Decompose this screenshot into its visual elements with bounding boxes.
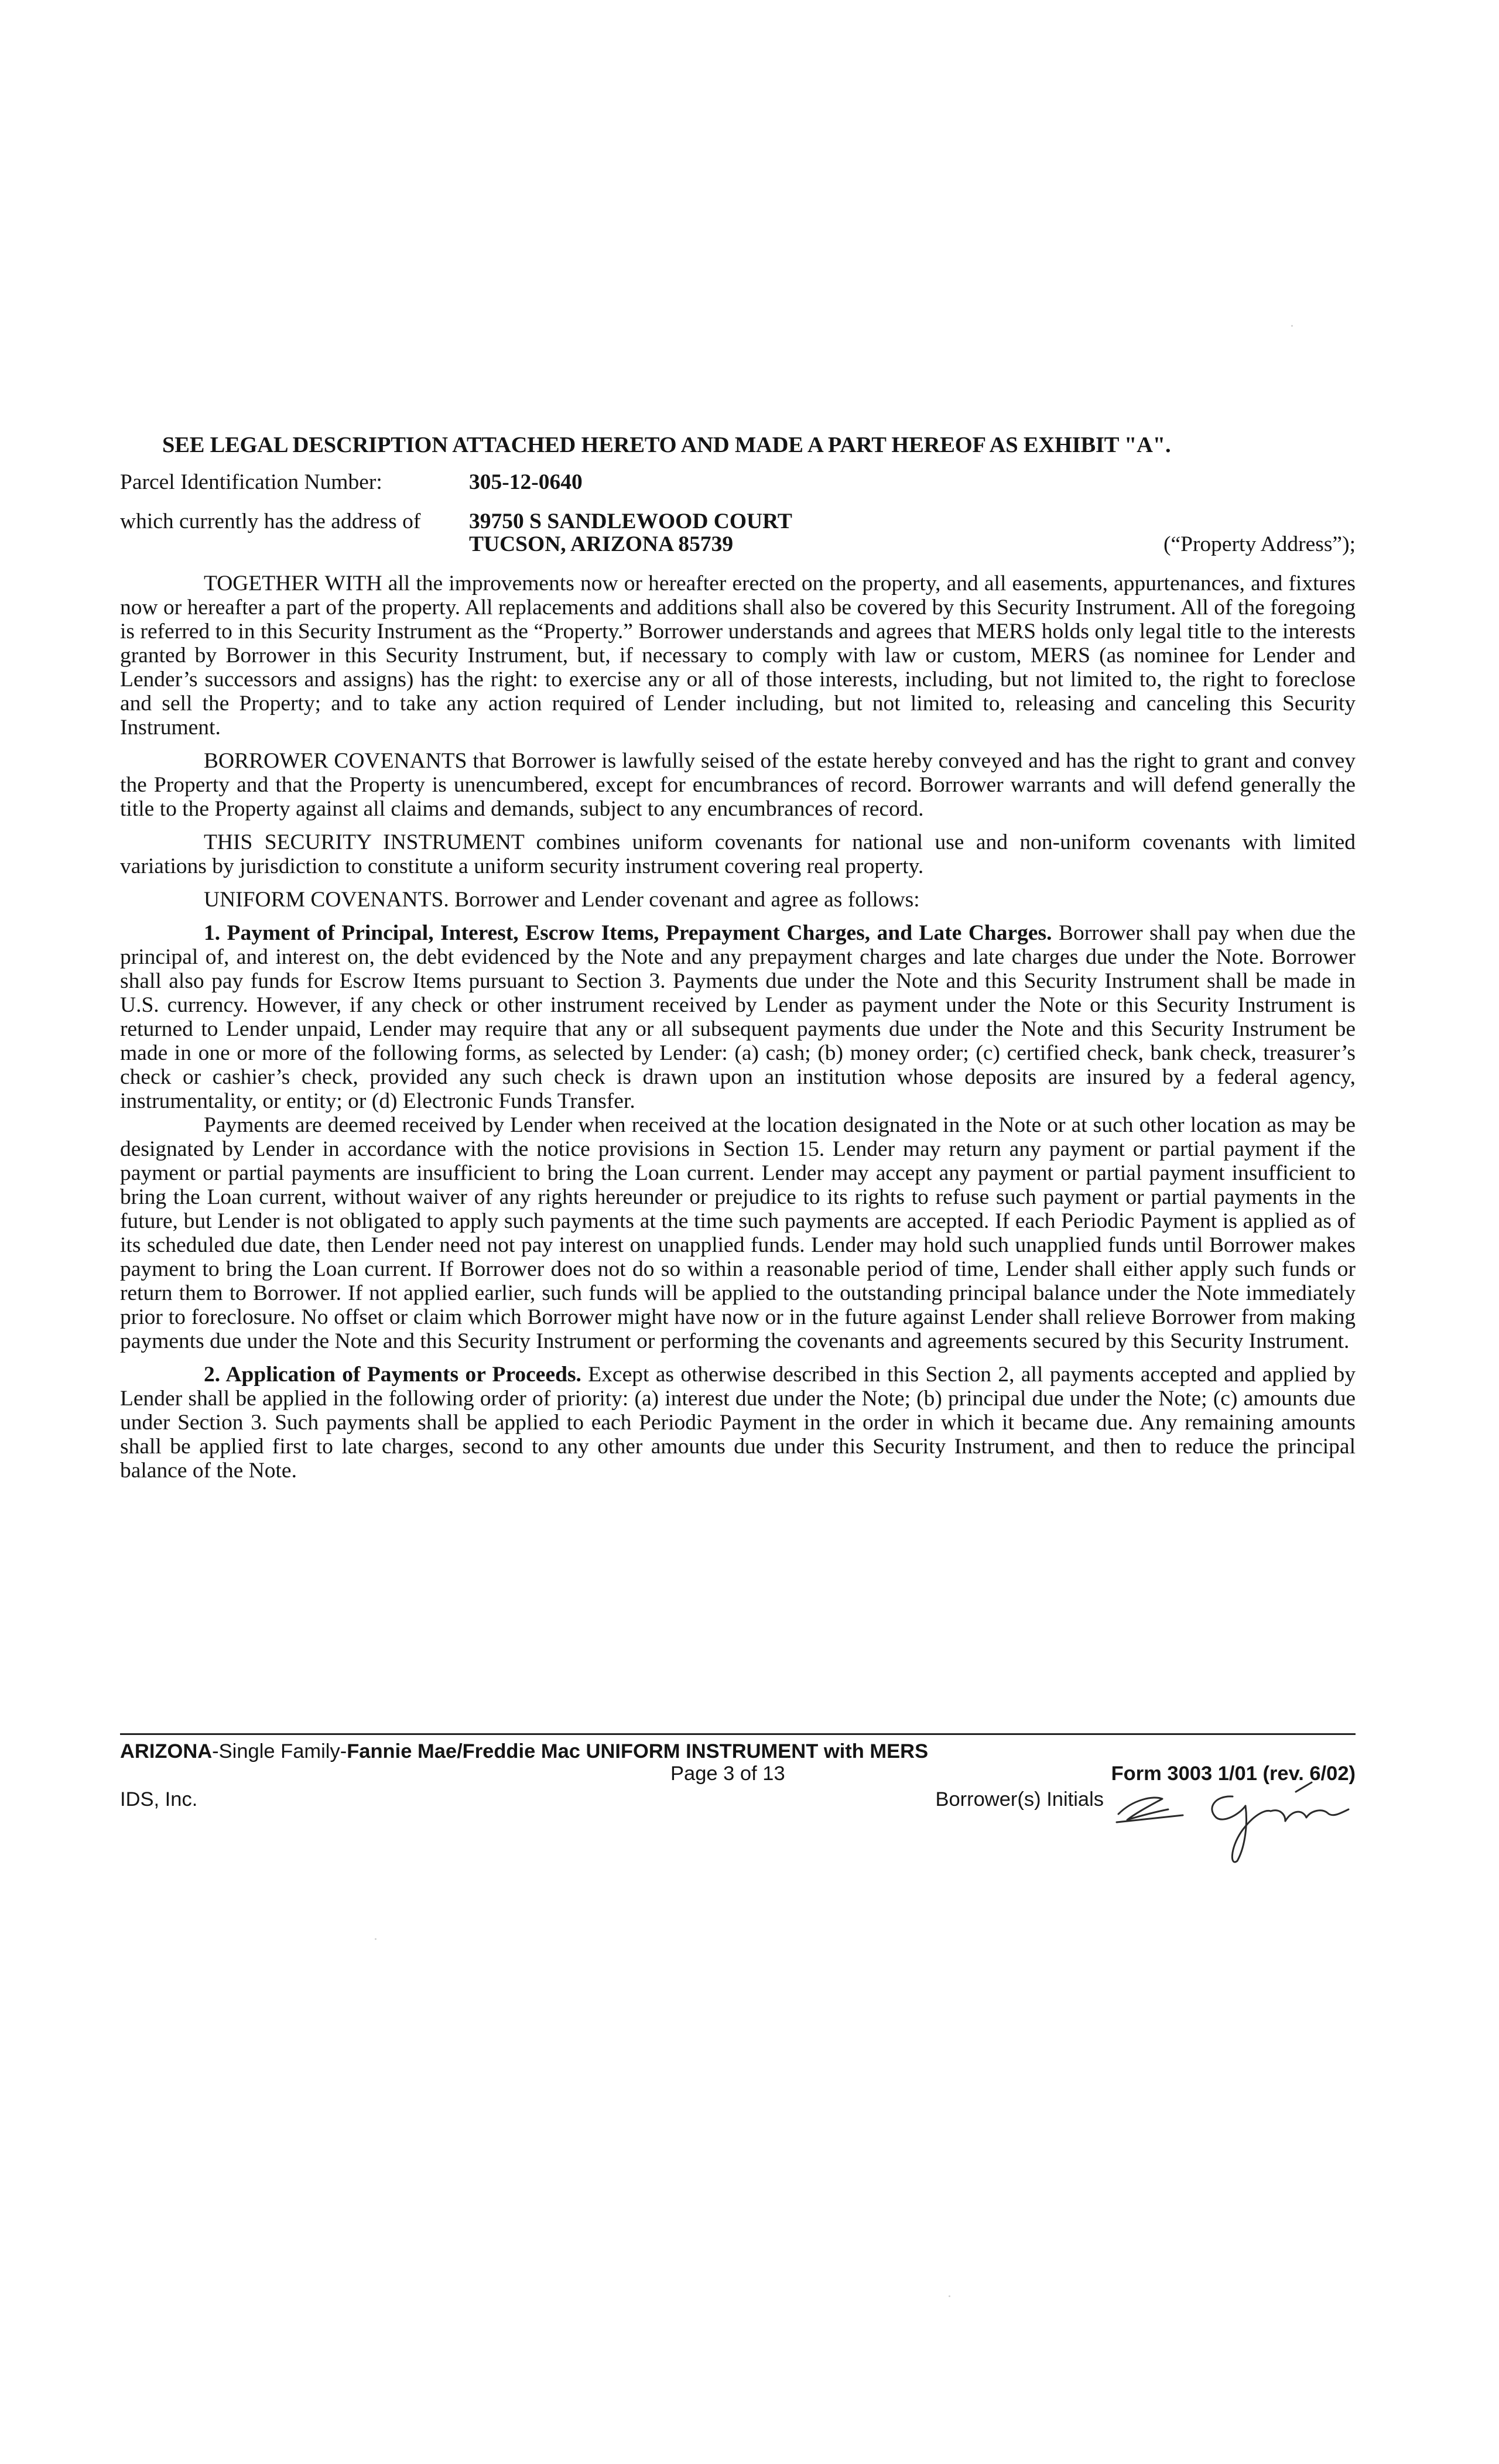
footer-divider [120,1733,1356,1735]
address-city-state-zip: TUCSON, ARIZONA 85739 [469,532,734,556]
property-address-tag: (“Property Address”); [1163,532,1356,556]
section-2-body: Except as otherwise described in this Section 2, all payments accepted and applied by Lender shall be applied in the following order of priority: (a) interest due under the Note; (b) principal due under the Note; (c) amounts due under Section 3. Such payments shall be applied to each Periodic Payment in the order in which it became due. Any remaining amounts shall be applied first to late charges, second to any other amounts due under this Security Instrument, and then to reduce the principal balance of the Note. [120,1363,1356,1483]
section-1-body: Borrower shall pay when due the principal of, and interest on, the debt evidenced by the Note and any prepayment charges and late charges due under the Note. Borrower shall also pay funds for Escrow Items pursuant to Section 3. Payments due under the Note and this Security Instrument shall be made in U.S. currency. However, if any check or other instrument received by Lender as payment under the Note or this Security Instrument is returned to Lender unpaid, Lender may require that any or all subsequent payments due under the Note and this Security Instrument be made in one or more of the following forms, as selected by Lender: (a) cash; (b) money order; (c) certified check, bank check, treasurer’s check or cashier’s check, provided any such check is drawn upon an institution whose deposits are insured by a federal agency, instrumentality, or entity; or (d) Electronic Funds Transfer. [120,921,1356,1113]
form-number: Form 3003 1/01 (rev. 6/02) [1111,1763,1356,1785]
uniform-covenants-paragraph: UNIFORM COVENANTS. Borrower and Lender covenant and agree as follows: [204,888,920,912]
form-title-mid: -Single Family- [212,1740,347,1763]
parcel-number: 305-12-0640 [469,470,583,494]
form-footer [120,1740,1356,1811]
security-instrument-paragraph: THIS SECURITY INSTRUMENT combines uniform covenants for national use and non-uniform covenants with limited variations by jurisdiction to constitute a uniform security instrument covering real property. [120,830,1356,878]
form-title [120,1740,1356,1763]
property-address-block [120,509,1356,556]
parcel-row [120,470,1356,494]
parcel-label: Parcel Identification Number: [120,470,382,494]
form-title-bold: Fannie Mae/Freddie Mac UNIFORM INSTRUMENT with MERS [347,1740,929,1763]
section-2-paragraph [120,1363,1356,1483]
scan-speck [375,1938,377,1940]
section-1-title: 1. Payment of Principal, Interest, Escrow Items, Prepayment Charges, and Late Charges. [204,921,1052,945]
section-2-title: 2. Application of Payments or Proceeds. [204,1363,581,1387]
initials-label: Borrower(s) Initials [935,1788,1104,1811]
section-1-paragraph [120,921,1356,1113]
document-body [120,433,1356,1483]
borrower-initials [935,1788,1356,1811]
company-name: IDS, Inc. [120,1788,198,1811]
address-street: 39750 S SANDLEWOOD COURT [469,509,792,533]
address-label: which currently has the address of [120,509,421,533]
form-state: ARIZONA [120,1740,213,1763]
legal-description-heading: SEE LEGAL DESCRIPTION ATTACHED HERETO AND MADE A PART HEREOF AS EXHIBIT "A". [162,433,1171,457]
borrower-covenants-paragraph: BORROWER COVENANTS that Borrower is lawfully seised of the estate hereby conveyed and has the right to grant and convey the Property and that the Property is unencumbered, except for encumbrances of record. Borrower warrants and will defend generally the title to the Property against all claims and demands, subject to any encumbrances of record. [120,749,1356,821]
handwritten-initials-signature-icon [1110,1779,1356,1867]
scan-speck [1291,325,1293,327]
page-number: Page 3 of 13 [670,1763,785,1785]
scan-speck [949,2295,950,2297]
payments-deemed-paragraph: Payments are deemed received by Lender when received at the location designated in the Note or at such other location as may be designated by Lender in accordance with the notice provisions in Section 15. Lender may return any payment or partial payment if the payment or partial payments are insufficient to bring the Loan current. Lender may accept any payment or partial payment insufficient to bring the Loan current, without waiver of any rights hereunder or prejudice to its rights to refuse such payment or partial payments in the future, but Lender is not obligated to apply such payments at the time such payments are accepted. If each Periodic Payment is applied as of its scheduled due date, then Lender need not pay interest on unapplied funds. Lender may hold such unapplied funds until Borrower makes payment to bring the Loan current. If Borrower does not do so within a reasonable period of time, Lender shall either apply such funds or return them to Borrower. If not applied earlier, such funds will be applied to the outstanding principal balance under the Note immediately prior to foreclosure. No offset or claim which Borrower might have now or in the future against Lender shall relieve Borrower from making payments due under the Note and this Security Instrument or performing the covenants and agreements secured by this Security Instrument. [120,1113,1356,1353]
together-with-paragraph: TOGETHER WITH all the improvements now or hereafter erected on the property, and all easements, appurtenances, and fixtures now or hereafter a part of the property. All replacements and additions shall also be covered by this Security Instrument. All of the foregoing is referred to in this Security Instrument as the “Property.” Borrower understands and agrees that MERS holds only legal title to the interests granted by Borrower in this Security Instrument, but, if necessary to comply with law or custom, MERS (as nominee for Lender and Lender’s successors and assigns) has the right: to exercise any or all of those interests, including, but not limited to, the right to foreclose and sell the Property; and to take any action required of Lender including, but not limited to, releasing and canceling this Security Instrument. [120,571,1356,740]
